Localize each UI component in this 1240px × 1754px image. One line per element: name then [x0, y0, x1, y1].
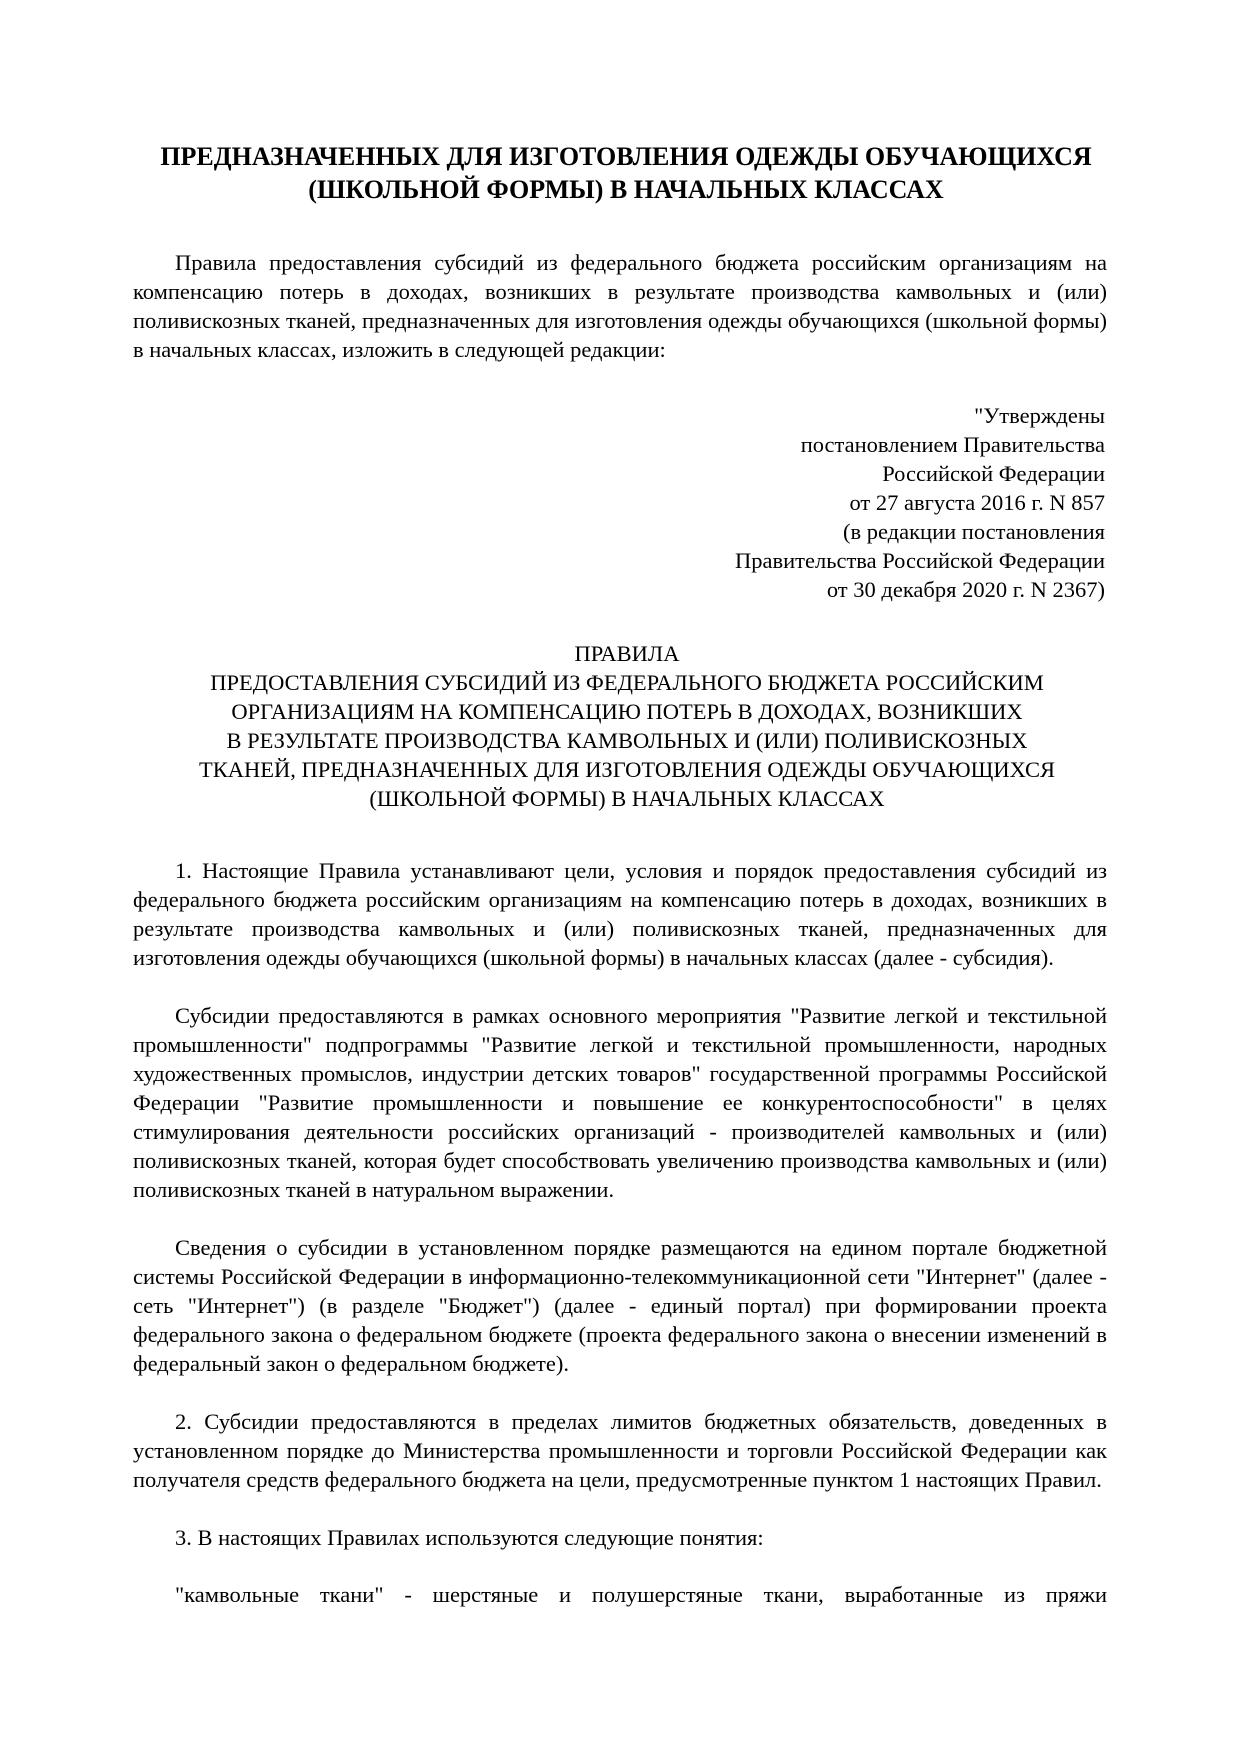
- paragraph-3: 3. В настоящих Правилах используются следующие понятия:: [175, 1525, 764, 1550]
- approval-line: Российской Федерации: [882, 461, 1105, 486]
- heading-line: (ШКОЛЬНОЙ ФОРМЫ) В НАЧАЛЬНЫХ КЛАССАХ: [308, 175, 944, 204]
- approval-line: Правительства Российской Федерации: [735, 548, 1105, 573]
- approval-line: от 30 декабря 2020 г. N 2367): [826, 577, 1105, 602]
- rules-title-line: ПРАВИЛА: [574, 641, 680, 666]
- rules-title-line: (ШКОЛЬНОЙ ФОРМЫ) В НАЧАЛЬНЫХ КЛАССАХ: [369, 786, 885, 811]
- intro-paragraph: Правила предоставления субсидий из федерального бюджета российским организациям на компенсацию потерь в доходах, возникших в результате производства камвольных и (или) поливискозных тканей, предназначенных для изготовления одежды обучающихся (школьной формы) в начальных классах, изложить в следующей редакции:: [133, 250, 1107, 362]
- approval-line: "Утверждены: [974, 403, 1105, 428]
- rules-title-line: ТКАНЕЙ, ПРЕДНАЗНАЧЕННЫХ ДЛЯ ИЗГОТОВЛЕНИЯ ОДЕЖДЫ ОБУЧАЮЩИХСЯ: [198, 757, 1056, 782]
- rules-title-line: ПРЕДОСТАВЛЕНИЯ СУБСИДИЙ ИЗ ФЕДЕРАЛЬНОГО БЮДЖЕТА РОССИЙСКИМ: [210, 670, 1044, 695]
- paragraph-subsidy-info: Сведения о субсидии в установленном порядке размещаются на едином портале бюджетной системы Российской Федерации в информационно-телекоммуникационной сети "Интернет" (далее - сеть "Интернет") (в разделе "Бюджет") (далее - единый портал) при формировании проекта федерального закона о федеральном бюджете (проекта федерального закона о внесении изменений в федеральный закон о федеральном бюджете).: [133, 1235, 1107, 1376]
- heading-line: ПРЕДНАЗНАЧЕННЫХ ДЛЯ ИЗГОТОВЛЕНИЯ ОДЕЖДЫ ОБУЧАЮЩИХСЯ: [160, 142, 1092, 171]
- paragraph-2: 2. Субсидии предоставляются в пределах лимитов бюджетных обязательств, доведенных в установленном порядке до Министерства промышленности и торговли Российской Федерации как получателя средств федерального бюджета на цели, предусмотренные пунктом 1 настоящих Правил.: [133, 1409, 1107, 1492]
- document-content: [133, 140, 1107, 1609]
- approval-block: [133, 401, 1107, 604]
- rules-title-line: ОРГАНИЗАЦИЯМ НА КОМПЕНСАЦИЮ ПОТЕРЬ В ДОХОДАХ, ВОЗНИКШИХ: [231, 699, 1023, 724]
- paragraph-subsidy-program: Субсидии предоставляются в рамках основного мероприятия "Развитие легкой и текстильной промышленности" подпрограммы "Развитие легкой и текстильной промышленности, народных художественных промыслов, индустрии детских товаров" государственной программы Российской Федерации "Развитие промышленности и повышение ее конкурентоспособности" в целях стимулирования деятельности российских организаций - производителей камвольных и (или) поливискозных тканей, которая будет способствовать увеличению производства камвольных и (или) поливискозных тканей в натуральном выражении.: [133, 1003, 1107, 1202]
- paragraph-definition: "камвольные ткани" - шерстяные и полушерстяные ткани, выработанные из пряжи: [175, 1582, 1107, 1607]
- approval-line: (в редакции постановления: [843, 519, 1105, 544]
- rules-title-line: В РЕЗУЛЬТАТЕ ПРОИЗВОДСТВА КАМВОЛЬНЫХ И (ИЛИ) ПОЛИВИСКОЗНЫХ: [226, 728, 1028, 753]
- rules-title: [133, 639, 1107, 813]
- approval-line: постановлением Правительства: [800, 432, 1105, 457]
- approval-line: от 27 августа 2016 г. N 857: [849, 490, 1105, 515]
- paragraph-1: 1. Настоящие Правила устанавливают цели, условия и порядок предоставления субсидий из федерального бюджета российским организациям на компенсацию потерь в доходах, возникших в результате производства камвольных и (или) поливискозных тканей, предназначенных для изготовления одежды обучающихся (школьной формы) в начальных классах (далее - субсидия).: [133, 858, 1107, 970]
- document-heading: [133, 140, 1107, 206]
